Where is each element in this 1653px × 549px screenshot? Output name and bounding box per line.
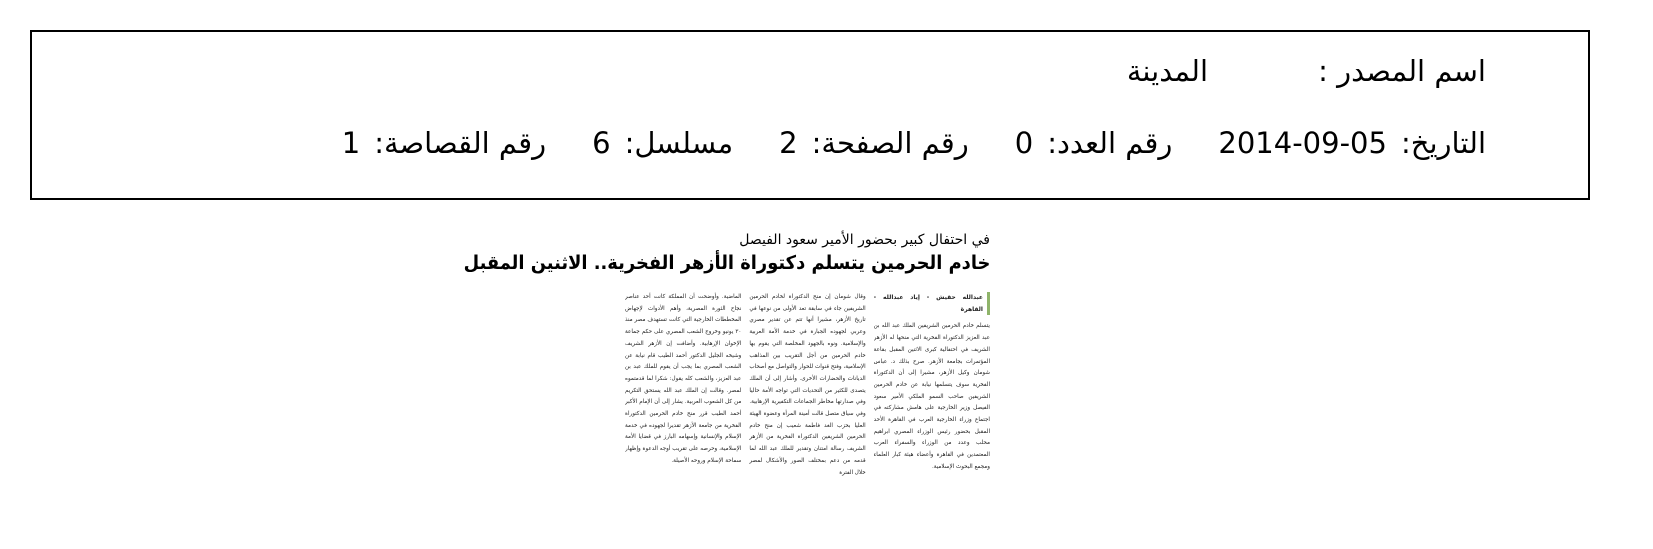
- details-line: [342, 126, 1486, 160]
- article-column-3: [625, 292, 741, 517]
- clip-metadata-box: [30, 30, 1590, 200]
- article-headline: خادم الحرمين يتسلم دكتوراة الأزهر الفخرية.. الاثنين المقبل: [463, 252, 990, 274]
- article-column-1-text: يتسلم خادم الحرمين الشريفين الملك عبد الله بن عبد العزيز الدكتوراة الفخرية التي منحها له الأزهر الشريف في احتفالية كبرى الاثنين المقبل بقاعة المؤتمرات بجامعة الأزهر. صرح بذلك د. عباس شومان وكيل الأزهر، مشيرا إلى أن الدكتوراة الفخرية سوف يتسلمها نيابة عن خادم الحرمين الشريفين صاحب السمو الملكي الأمير سعود الفيصل وزير الخارجية على هامش مشاركته في اجتماع وزراء الخارجية العرب في القاهرة الأحد المقبل بحضور رئيس الوزراء المصري ابراهيم محلب وعدد من الوزراء والسفراء العرب المعتمدين في القاهرة وأعضاء هيئة كبار العلماء ومجمع البحوث الإسلامية.: [873, 323, 990, 470]
- page-label: رقم الصفحة:: [811, 126, 969, 160]
- date-value: 2014-09-05: [1218, 126, 1387, 160]
- article-column-2-text: وقال شومان إن منح الدكتوراة لخادم الحرمين الشريفين جاء في سابقة تعد الأولى من نوعها في تاريخ الأزهر، مشيرا أنها تتم عن تقدير مصري وعربي لجهوده الجبارة في خدمة الأمة العربية والإسلامية. ونوه بالجهود المخلصة التي يقوم بها خادم الحرمين من أجل التقريب بين المذاهب الإسلامية، وفتح قنوات للحوار والتواصل مع أصحاب الديانات والحضارات الأخرى. وأشار إلى أن الملك يتصدى للكثير من التحديات التي تواجه الأمة حاليا وفي صدارتها مخاطر الجماعات التكفيرية الإرهابية. وفي سياق متصل قالت أمينة المرأة وعضوة الهيئة العليا بحزب الغد فاطمة شعيب إن منح خادم الحرمين الشريفين الدكتوراة الفخرية من الأزهر الشريف رسالة امتنان وتقدير للملك عبد الله لما قدمه من دعم بمختلف الصور والأشكال لمصر خلال الفترة: [749, 294, 866, 476]
- date-label: التاريخ:: [1400, 126, 1486, 160]
- serial-label: مسلسل:: [624, 126, 734, 160]
- article-byline: عبدالله حقيش - إياد عبدالله - القاهرة: [874, 292, 990, 315]
- source-line: [1127, 54, 1486, 88]
- serial-value: 6: [592, 126, 611, 160]
- article-body: [625, 292, 990, 517]
- clip-label: رقم القصاصة:: [374, 126, 547, 160]
- article-column-1: [874, 292, 990, 517]
- newspaper-clipping: [463, 228, 990, 518]
- issue-value: 0: [1014, 126, 1034, 160]
- source-value: المدينة: [1126, 54, 1209, 88]
- article-kicker: في احتفال كبير بحضور الأمير سعود الفيصل: [739, 232, 990, 248]
- issue-label: رقم العدد:: [1047, 126, 1173, 160]
- source-label: اسم المصدر :: [1318, 54, 1486, 88]
- article-column-2: [749, 292, 865, 517]
- article-column-3-text: الماضية. وأوضحت أن المملكة كانت أحد عناصر نجاح الثورة المصرية، وأهم الأدوات لإجهاض المخططات الخارجية التي كانت تستهدف مصر منذ ٣٠ يونيو وخروج الشعب المصري على حكم جماعة الإخوان الإرهابية. وأضافت إن الأزهر الشريف وشيخه الجليل الدكتور أحمد الطيب قام نيابة عن الشعب المصري بما يجب أن يقوم للملك عبد بن عبد العزيز، والشعب كله يقول: شكرا لما قدمتموه لمصر. وقالت إن الملك عبد الله يستحق التكريم من كل الشعوب العربية. يشار إلى أن الإمام الأكبر أحمد الطيب قرر منح خادم الحرمين الدكتوراة الفخرية من جامعة الأزهر تقديرا لجهوده في خدمة الإسلام والإنسانية وإسهامه البارز في قضايا الأمة الإسلامية، وحرصه على تقريب أوجه الدعوة وإظهار سماحة الإسلام وروحه الأصيلة.: [625, 294, 742, 464]
- page-value: 2: [779, 126, 798, 160]
- clip-value: 1: [341, 126, 361, 160]
